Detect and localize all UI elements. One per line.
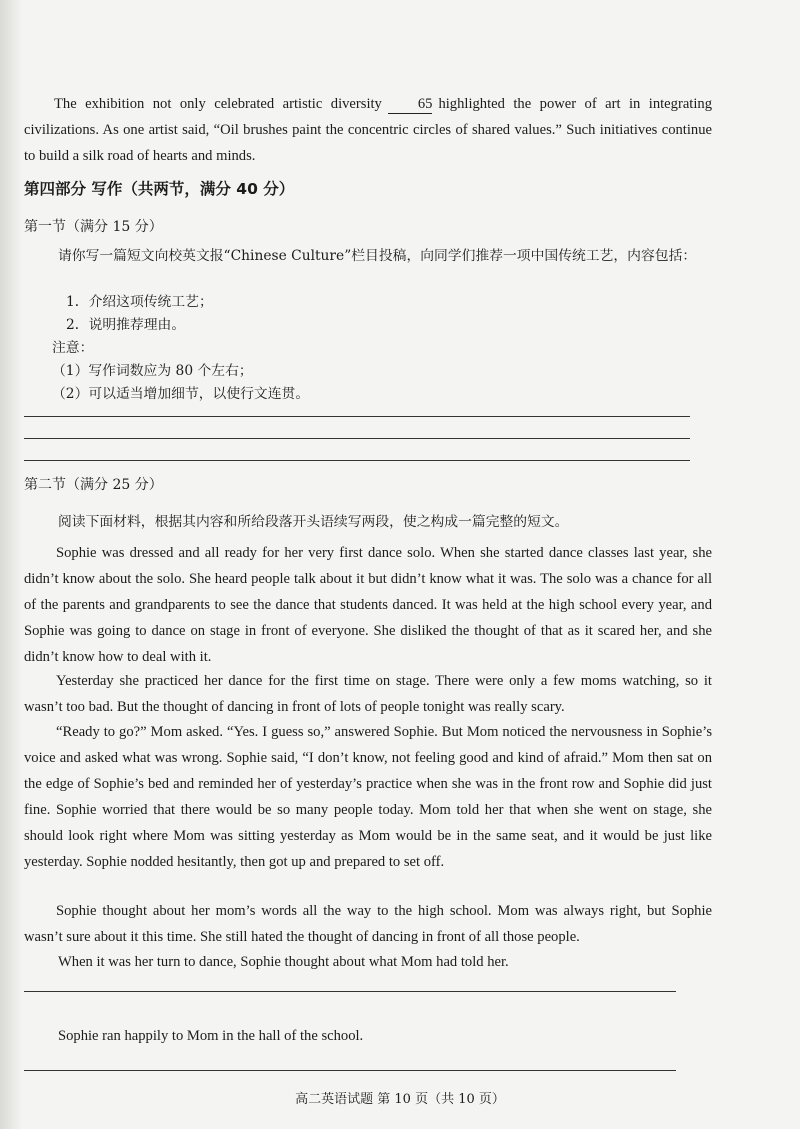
passage-text-after-blank: highlighted the power of art in integrating civilizations. As one artist said, “Oil brushes paint the concentric circles of shared values.” Such initiatives continue to build a silk road of hearts and minds.	[24, 96, 712, 164]
writing-line	[24, 416, 690, 417]
page-footer: 高二英语试题 第 10 页（共 10 页）	[295, 1092, 505, 1107]
section1-prompt: 请你写一篇短文向校英文报“Chinese Culture”栏目投稿，向同学们推荐一项中国传统工艺，内容包括：	[58, 248, 697, 264]
continuation-opening-2: Sophie ran happily to Mom in the hall of the school.	[58, 1028, 364, 1044]
story-paragraph-1: Sophie was dressed and all ready for her very first dance solo. When she started dance classes last year, she didn’t know about the solo. She heard people talk about it but didn’t know what it was. The solo was a chance for all of the parents and grandparents to see the dance that students danced. It was held at the high school every year, and Sophie was going to dance on stage in front of everyone. She disliked the thought of that as it scared her, and she didn’t know how to deal with it.	[24, 545, 712, 665]
continuation-opening-1: When it was her turn to dance, Sophie thought about what Mom had told her.	[58, 954, 509, 970]
section1-title: 第一节（满分 15 分）	[24, 219, 163, 235]
scan-edge-shadow	[0, 0, 22, 1129]
section2-title: 第二节（满分 25 分）	[24, 477, 163, 493]
story-paragraph-3: “Ready to go?” Mom asked. “Yes. I guess so,” answered Sophie. But Mom noticed the nervousness in Sophie’s voice and asked what was wrong. Sophie said, “I don’t know, not feeling good and kind of afraid.” Mom then sat on the edge of Sophie’s bed and reminded her of yesterday’s practice when she was in the front row and Sophie did just fine. Sophie worried that there would be so many people today. Mom told her that when she went on stage, she should look right where Mom was sitting yesterday as Mom would be in the same seat, and it would be just like yesterday. Sophie nodded hesitantly, then got up and prepared to set off.	[24, 724, 712, 870]
passage-text-before-blank: The exhibition not only celebrated artistic diversity	[54, 96, 382, 112]
story-paragraph-2: Yesterday she practiced her dance for the first time on stage. There were only a few moms watching, so it wasn’t too bad. But the thought of dancing in front of lots of people tonight was really scary.	[24, 673, 712, 715]
passage-closing-paragraph	[24, 91, 712, 169]
writing-line	[24, 438, 690, 439]
story-paragraph-4: Sophie thought about her mom’s words all the way to the high school. Mom was always right, but Sophie wasn’t sure about it this time. She still hated the thought of dancing in front of all those people.	[24, 903, 712, 945]
writing-line	[24, 991, 676, 992]
writing-line	[24, 460, 690, 461]
section1-notes-label: 注意：	[52, 340, 94, 356]
writing-line	[24, 1070, 676, 1071]
section2-instruction: 阅读下面材料，根据其内容和所给段落开头语续写两段，使之构成一篇完整的短文。	[58, 514, 569, 530]
part4-heading: 第四部分 写作（共两节，满分 40 分）	[24, 180, 295, 198]
answer-blank-65: 65	[388, 95, 433, 114]
section1-note-1: （1）写作词数应为 80 个左右；	[52, 363, 253, 379]
section1-point-2: 2．说明推荐理由。	[66, 317, 186, 333]
section1-note-2: （2）可以适当增加细节，以使行文连贯。	[52, 386, 310, 402]
section1-point-1: 1．介绍这项传统工艺；	[66, 294, 213, 310]
